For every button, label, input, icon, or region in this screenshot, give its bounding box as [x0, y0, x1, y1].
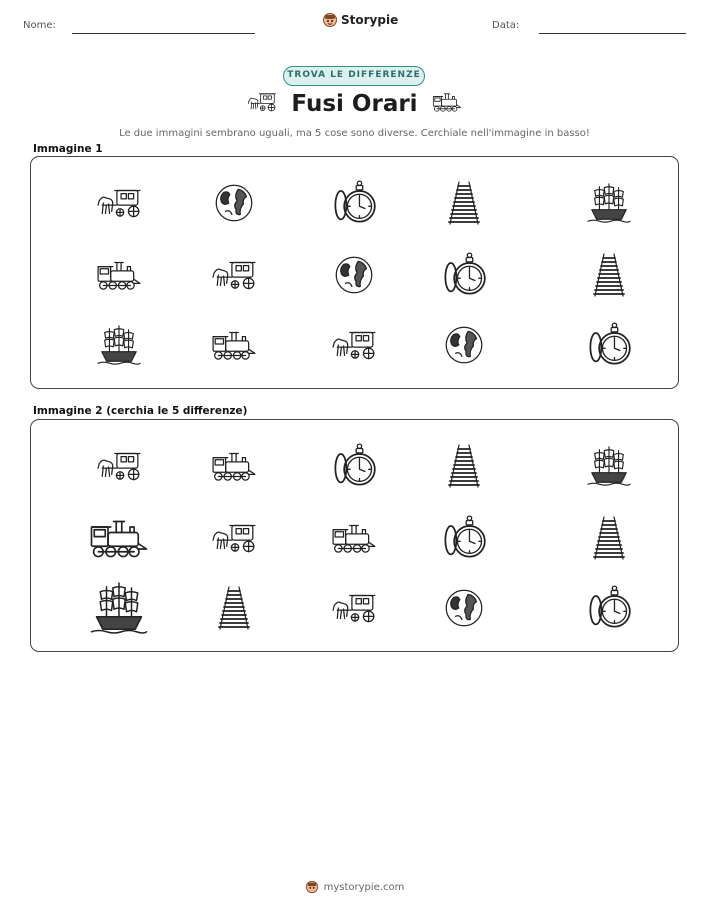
image2-cell-r3-c3-carriage-icon[interactable] — [324, 580, 384, 636]
image1-cell-r3-c5-stopwatch-icon — [579, 317, 639, 373]
image2-label: Immagine 2 (cerchia le 5 differenze) — [33, 405, 248, 417]
image1-cell-r2-c5-railroad-track-icon — [579, 247, 639, 303]
image1-cell-r1-c3-stopwatch-icon — [324, 175, 384, 231]
image2-cell-r1-c1-carriage-icon[interactable] — [89, 438, 149, 494]
image1-cell-r3-c4-globe-icon — [434, 317, 494, 373]
image2-cell-r3-c4-globe-icon[interactable] — [434, 580, 494, 636]
brand-name: Storypie — [341, 13, 399, 27]
name-label: Nome: — [23, 20, 56, 31]
image1-cell-r3-c2-train-icon — [204, 317, 264, 373]
carriage-icon — [247, 91, 277, 117]
date-label: Data: — [492, 20, 520, 31]
storypie-logo-icon — [305, 880, 319, 894]
image2-cell-r3-c2-railroad-track-icon[interactable] — [204, 580, 264, 636]
footer-url: mystorypie.com — [323, 881, 405, 893]
image2-cell-r2-c3-train-icon[interactable] — [324, 510, 384, 566]
image1-cell-r1-c5-ship-icon — [579, 175, 639, 231]
brand-logo — [322, 12, 398, 28]
image2-cell-r1-c2-train-icon[interactable] — [204, 438, 264, 494]
image2-cell-r1-c4-railroad-track-icon[interactable] — [434, 438, 494, 494]
image1-cell-r2-c1-train-icon — [89, 247, 149, 303]
image1-cell-r1-c2-globe-icon — [204, 175, 264, 231]
image2-cell-r2-c2-carriage-icon[interactable] — [204, 510, 264, 566]
image1-label: Immagine 1 — [33, 143, 103, 155]
image1-cell-r3-c3-carriage-icon — [324, 317, 384, 373]
image2-cell-r1-c3-stopwatch-icon[interactable] — [324, 438, 384, 494]
image1-cell-r3-c1-ship-icon — [89, 317, 149, 373]
image2-cell-r3-c1-ship-icon[interactable] — [86, 572, 152, 644]
image2-cell-r2-c5-railroad-track-icon[interactable] — [579, 510, 639, 566]
image1-cell-r2-c4-stopwatch-icon — [434, 247, 494, 303]
instructions: Le due immagini sembrano uguali, ma 5 cose sono diverse. Cerchiale nell'immagine in basso! — [119, 128, 590, 139]
name-field-line[interactable] — [72, 33, 255, 34]
page-title: Fusi Orari — [291, 91, 418, 117]
image2-cell-r2-c1-train-icon[interactable] — [80, 510, 158, 566]
image2-cell-r1-c5-ship-icon[interactable] — [579, 438, 639, 494]
title-row — [0, 91, 709, 117]
image1-cell-r1-c4-railroad-track-icon — [434, 175, 494, 231]
footer — [0, 880, 709, 894]
storypie-logo-icon — [322, 12, 338, 28]
date-field-line[interactable] — [539, 33, 686, 34]
image1-cell-r2-c2-carriage-icon — [204, 247, 264, 303]
image1-cell-r2-c3-globe-icon — [324, 247, 384, 303]
image2-panel[interactable] — [30, 419, 679, 652]
image2-cell-r2-c4-stopwatch-icon[interactable] — [434, 510, 494, 566]
image1-cell-r1-c1-carriage-icon — [89, 175, 149, 231]
train-icon — [432, 91, 462, 117]
image2-cell-r3-c5-stopwatch-icon[interactable] — [579, 580, 639, 636]
image1-panel — [30, 156, 679, 389]
activity-badge: TROVA LE DIFFERENZE — [283, 66, 425, 86]
